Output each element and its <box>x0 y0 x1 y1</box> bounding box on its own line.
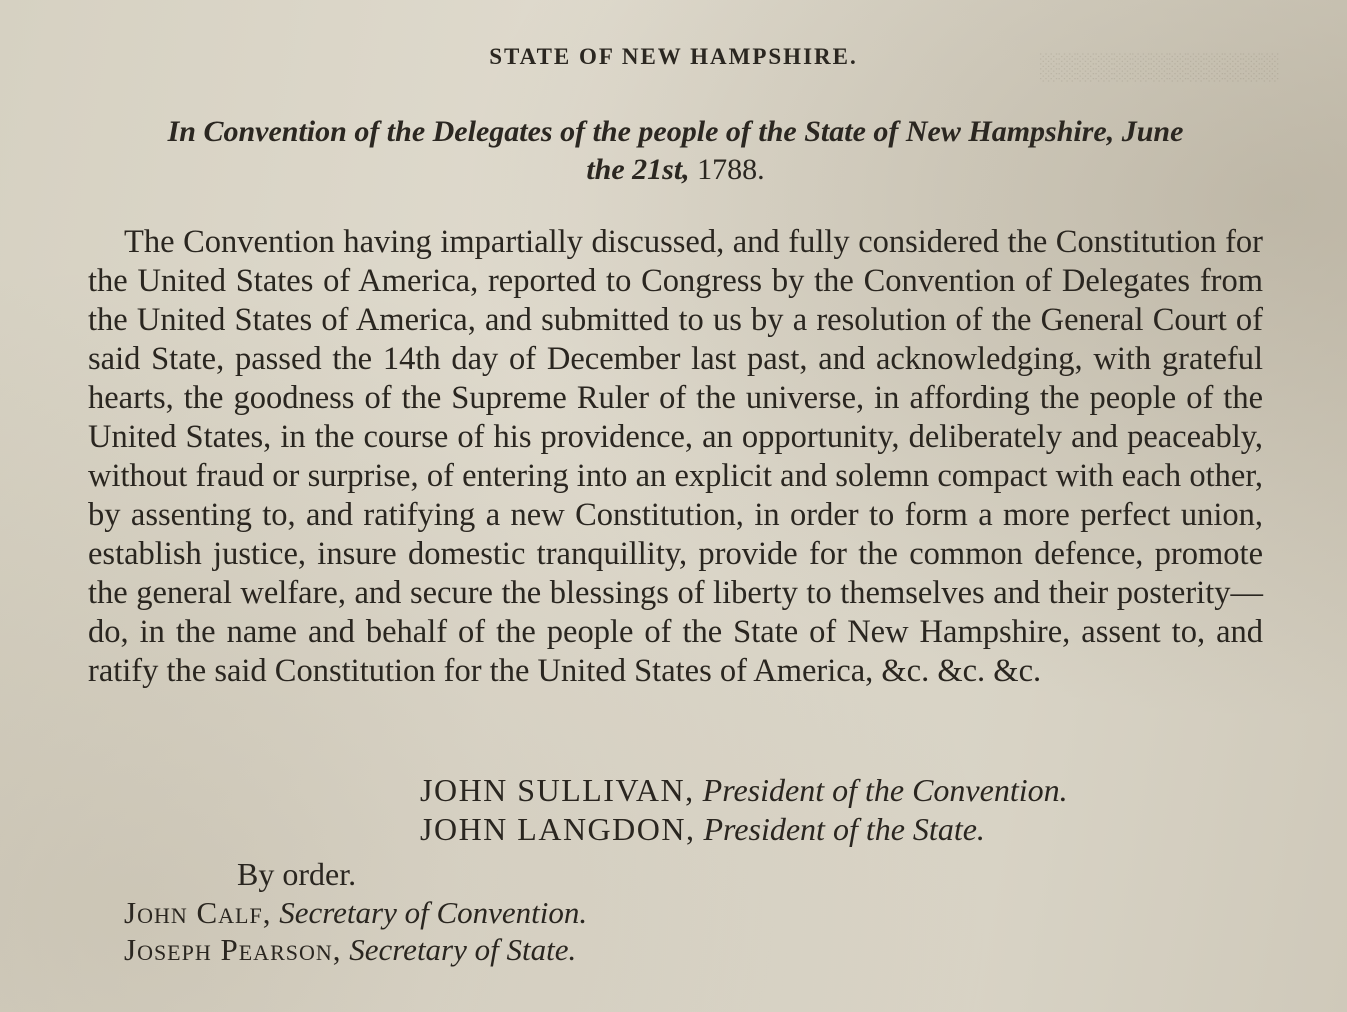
secretary-convention <box>124 895 587 931</box>
subtitle-date: the 21st, <box>586 153 690 186</box>
convention-subtitle <box>88 113 1263 189</box>
signature-president-convention <box>420 772 1068 809</box>
signature-title: President of the State. <box>703 811 985 847</box>
secretary-state <box>124 932 576 968</box>
subtitle-line-1: In Convention of the Delegates of the people of the State of New Hampshire, June <box>167 115 1184 148</box>
signature-president-state <box>420 811 985 848</box>
subtitle-year: 1788. <box>697 153 765 186</box>
signature-title: President of the Convention. <box>702 772 1068 808</box>
signature-name: JOHN LANGDON, <box>420 811 696 847</box>
secretary-title: Secretary of Convention. <box>279 895 588 930</box>
secretary-name: John Calf, <box>124 895 272 930</box>
document-header: STATE OF NEW HAMPSHIRE. <box>489 44 858 69</box>
bleed-through: ░░░░░░░░░░░░░ <box>1040 52 1280 81</box>
ratification-body: The Convention having impartially discussed, and fully considered the Constitution for the United States of America, reported to Congress by the Convention of Delegates from the United States of America, and submitted to us by a resolution of the General Court of said State, passed the 14th day of December last past, and acknowledging, with grateful hearts, the goodness of the Supreme Ruler of the universe, in affording the people of the United States, in the course of his providence, an opportunity, deliberately and peaceably, without fraud or surprise, of entering into an explicit and solemn compact with each other, by assenting to, and ratifying a new Constitution, in order to form a more perfect union, establish justice, insure domestic tranquillity, provide for the common defence, promote the general welfare, and secure the blessings of liberty to themselves and their posterity—do, in the name and behalf of the people of the State of New Hampshire, assent to, and ratify the said Constitution for the United States of America, &c. &c. &c. <box>88 224 1263 689</box>
by-order: By order. <box>237 856 357 892</box>
secretary-title: Secretary of State. <box>349 932 577 967</box>
signature-name: JOHN SULLIVAN, <box>420 772 695 808</box>
secretary-name: Joseph Pearson, <box>124 932 342 967</box>
